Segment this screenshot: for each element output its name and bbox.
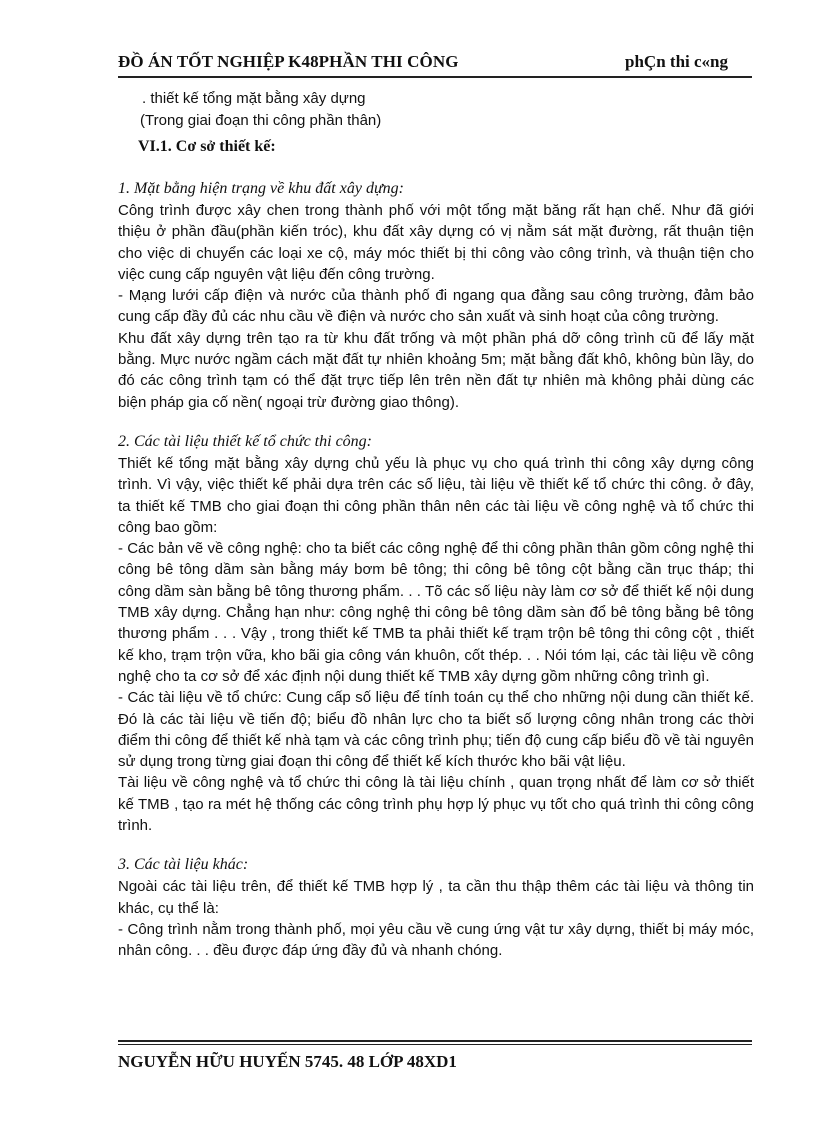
section-heading: 3. Các tài liệu khác: [118,856,249,874]
paragraph: - Mạng lưới cấp điện và nước của thành phố đi ngang qua đằng sau công trường, đảm bảo cung cấp đầy đủ các nhu cầu về điện và nước cho sản xuất và sinh hoạt của công trường. [118,287,754,326]
header-section-label: phÇn thi c«ng [625,52,728,71]
section-heading: 1. Mặt bằng hiện trạng về khu đất xây dựng: [118,180,404,197]
paragraph: Khu đất xây dựng trên tạo ra từ khu đất trống và một phần phá dỡ công trình cũ để lấy mặt bằng. Mực nước ngầm cách mặt đất tự nhiên khoảng 5m; mặt bằng đất khô, không bùn lầy, do đó các công trình tạm có thể đặt trực tiếp lên trên nền đất tự nhiên mà không phải dùng các biện pháp gia cố nền( ngoại trừ đường giao thông). [118,329,754,411]
footer-author: NGUYỄN HỮU HUYẾN 5745. 48 LỚP 48XD1 [118,1052,457,1071]
section-heading: 2. Các tài liệu thiết kế tổ chức thi công: [118,432,372,450]
header-title: ĐỒ ÁN TỐT NGHIỆP K48PHẦN THI CÔNG [118,52,459,71]
paragraph: - Các tài liệu về tổ chức: Cung cấp số liệu để tính toán cụ thể cho những nội dung cần thiết kế. Đó là các tài liệu về tiến độ; biểu đồ nhân lực cho ta biết số lượng công nhân trong các thời điểm thi công để thiết kế nhà tạm và các công trình phụ; tiến độ cung cấp biểu đồ về tài nguyên sử dụng trong từng giai đoạn thi công để thiết kế kích thước kho bãi vật liệu. [118,689,754,771]
paragraph: Công trình được xây chen trong thành phố với một tổng mặt băng rất hạn chế. Như đã giới thiệu ở phần đầu(phần kiến tróc), khu đất xây dựng có vị nằm sát mặt đường, rất thuận tiện cho việc di chuyển các loại xe cộ, máy móc thiết bị thi công vào công trình, và thuận tiện cho việc cung cấp nguyên vật liệu đến công trường. [118,202,754,283]
paragraph: Thiết kế tổng mặt bằng xây dựng chủ yếu là phục vụ cho quá trình thi công xây dựng công trình. Vì vậy, việc thiết kế phải dựa trên các số liệu, tài liệu về thiết kế tổ chức thi công. ở đây, ta thiết kế TMB cho giai đoạn thi công phần thân nên các tài liệu về công nghệ và tổ chức thi công bao gồm: [118,454,754,536]
paragraph: Ngoài các tài liệu trên, để thiết kế TMB hợp lý , ta cần thu thập thêm các tài liệu và thông tin khác, cụ thể là: [118,878,754,917]
footer-rule [118,1040,752,1042]
paragraph: - Các bản vẽ về công nghệ: cho ta biết các công nghệ để thi công phần thân gồm công nghệ thi công bê tông dầm sàn bằng máy bơm bê tông; thi công bê tông cột bằng cần trục tháp; thi công dầm sàn bằng bê tông thương phẩm. . . Tõ các số liệu này làm cơ sở để thiết kế nội dung TMB xây dựng. Chẳng hạn như: công nghệ thi công bê tông dầm sàn đổ bê tông bằng bê tông thương phẩm . . . Vậy , trong thiết kế TMB ta phải thiết kế trạm trộn bê tông thi công cột , thiết kế kho, trạm trộn vữa, kho bãi gia công ván khuôn, cốt thép. . . Nói tóm lại, các tài liệu về công nghệ cho ta cơ sở để xác định nội dung thiết kế TMB xây dựng gồm những công trình gì. [118,540,754,685]
paragraph: Tài liệu về công nghệ và tổ chức thi công là tài liệu chính , quan trọng nhất để làm cơ sở thiết kế TMB , tạo ra mét hệ thống các công trình phụ hợp lý phục vụ tốt cho quá trình thi công công trình. [118,774,754,835]
intro-line-2: (Trong giai đoạn thi công phần thân) [140,112,382,129]
header-rule [118,76,752,78]
document-body [118,88,754,962]
footer-rule-thin [118,1044,752,1045]
paragraph: - Công trình nằm trong thành phố, mọi yêu cầu về cung ứng vật tư xây dựng, thiết bị máy móc, nhân công. . . đều được đáp ứng đầy đủ và nhanh chóng. [118,920,754,960]
subheading: VI.1. Cơ sở thiết kế: [138,138,276,155]
page-header [118,50,748,78]
intro-line-1: . thiết kế tổng mặt bằng xây dựng [142,90,366,107]
